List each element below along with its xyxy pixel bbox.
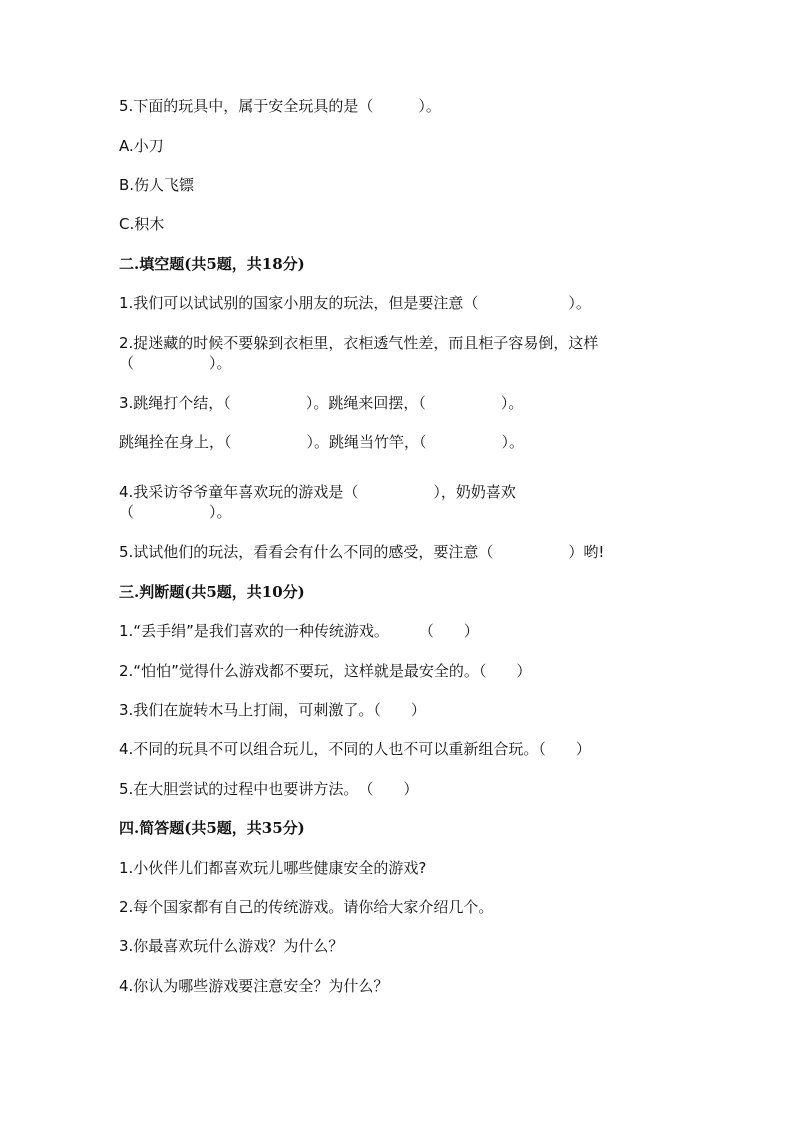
section-heading-short-answer: 四.简答题(共5题，共35分) — [119, 819, 305, 837]
true-false-item-4: 4.不同的玩具不可以组合玩儿，不同的人也不可以重新组合玩。（ ） — [119, 740, 591, 758]
section-heading-true-false: 三.判断题(共5题，共10分) — [119, 583, 305, 601]
fill-blank-item-1: 1.我们可以试试别的国家小朋友的玩法，但是要注意（ ）。 — [119, 294, 591, 312]
true-false-item-2: 2.“怕怕”觉得什么游戏都不要玩，这样就是最安全的。（ ） — [119, 662, 532, 680]
short-answer-item-1: 1.小伙伴儿们都喜欢玩儿哪些健康安全的游戏? — [119, 859, 427, 877]
short-answer-item-4: 4.你认为哪些游戏要注意安全？为什么？ — [119, 977, 389, 995]
option-a: A.小刀 — [119, 137, 164, 155]
true-false-item-1: 1.“丢手绢”是我们喜欢的一种传统游戏。 （ ） — [119, 622, 479, 640]
option-b: B.伤人飞镖 — [119, 176, 195, 194]
true-false-item-5: 5.在大胆尝试的过程中也要讲方法。 （ ） — [119, 780, 419, 798]
fill-blank-item-2: 2.捉迷藏的时候不要躲到衣柜里，衣柜透气性差，而且柜子容易倒，这样 — [119, 334, 599, 352]
fill-blank-item-3-cont: 跳绳拴在身上，（ ）。跳绳当竹竿，（ ）。 — [119, 433, 525, 451]
short-answer-item-3: 3.你最喜欢玩什么游戏？为什么？ — [119, 937, 344, 955]
section-heading-fill-blank: 二.填空题(共5题，共18分) — [119, 255, 305, 273]
fill-blank-item-4-cont: （ ）。 — [119, 503, 232, 521]
short-answer-item-2: 2.每个国家都有自己的传统游戏。请你给大家介绍几个。 — [119, 898, 494, 916]
fill-blank-item-5: 5.试试他们的玩法，看看会有什么不同的感受，要注意（ ）哟! — [119, 543, 605, 561]
option-c: C.积木 — [119, 215, 165, 233]
question-5-stem: 5.下面的玩具中，属于安全玩具的是（ ）。 — [119, 97, 441, 115]
true-false-item-3: 3.我们在旋转木马上打闹，可刺激了。（ ） — [119, 701, 426, 719]
fill-blank-item-3: 3.跳绳打个结，（ ）。跳绳来回摆，（ ）。 — [119, 394, 524, 412]
fill-blank-item-4: 4.我采访爷爷童年喜欢玩的游戏是（ ），奶奶喜欢 — [119, 483, 516, 501]
fill-blank-item-2-cont: （ ）。 — [119, 354, 232, 372]
